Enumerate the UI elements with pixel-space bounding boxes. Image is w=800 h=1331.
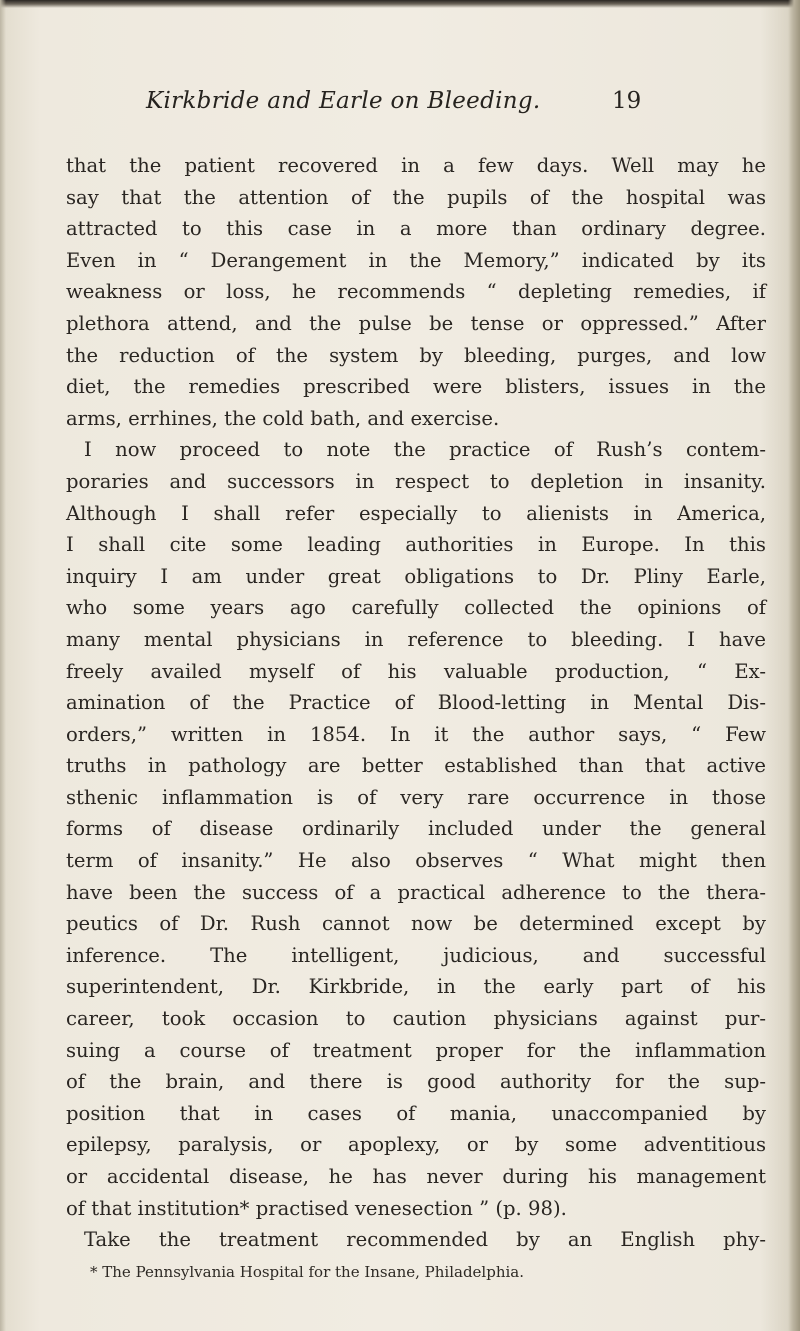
footnote: * The Pennsylvania Hospital for the Insane, Philadelphia. <box>90 1263 524 1281</box>
text-line: epilepsy, paralysis, or apoplexy, or by some adventitious <box>66 1133 766 1157</box>
text-line: truths in pathology are better established than that active <box>66 754 766 778</box>
text-line: that the patient recovered in a few days. Well may he <box>66 154 766 177</box>
text-line: sthenic inflammation is of very rare occurrence in those <box>66 785 766 809</box>
text-line: freely availed myself of his valuable production, “ Ex- <box>66 659 766 683</box>
text-line: many mental physicians in reference to bleeding. I have <box>66 627 766 651</box>
text-line: I now proceed to note the practice of Rush’s contem- <box>84 438 766 462</box>
text-line: plethora attend, and the pulse be tense or oppressed.” After <box>66 311 766 335</box>
text-line: suing a course of treatment proper for the inflammation <box>66 1038 766 1062</box>
text-line: position that in cases of mania, unaccompanied by <box>66 1101 766 1125</box>
text-line: forms of disease ordinarily included under the general <box>66 817 766 841</box>
text-line: or accidental disease, he has never during his management <box>66 1165 766 1188</box>
text-line: arms, errhines, the cold bath, and exercise. <box>66 406 500 430</box>
text-line: the reduction of the system by bleeding, purges, and low <box>66 343 766 367</box>
text-line: I shall cite some leading authorities in Europe. In this <box>66 533 766 557</box>
text-line: career, took occasion to caution physicians against pur- <box>66 1007 766 1031</box>
text-line: superintendent, Dr. Kirkbride, in the early part of his <box>66 975 766 999</box>
text-line: say that the attention of the pupils of the hospital was <box>66 185 766 209</box>
text-line: diet, the remedies prescribed were blisters, issues in the <box>66 375 766 399</box>
text-line: inference. The intelligent, judicious, and successful <box>66 943 766 967</box>
text-line: attracted to this case in a more than ordinary degree. <box>66 217 766 241</box>
page-header <box>0 88 800 128</box>
text-line: of the brain, and there is good authority for the sup- <box>66 1070 766 1094</box>
text-line: Even in “ Derangement in the Memory,” indicated by its <box>66 248 766 272</box>
text-line: peutics of Dr. Rush cannot now be determined except by <box>66 912 766 936</box>
page-left-edge <box>0 0 6 1331</box>
text-line: have been the success of a practical adherence to the thera- <box>66 880 766 904</box>
text-line: who some years ago carefully collected the opinions of <box>66 596 766 620</box>
text-line: orders,” written in 1854. In it the author says, “ Few <box>66 722 766 746</box>
text-line: term of insanity.” He also observes “ What might then <box>66 849 766 873</box>
body-text <box>66 150 766 1256</box>
text-line: Although I shall refer especially to alienists in America, <box>66 501 766 525</box>
page-right-edge <box>788 0 800 1331</box>
text-line: poraries and successors in respect to depletion in insanity. <box>66 469 766 493</box>
text-line: inquiry I am under great obligations to Dr. Pliny Earle, <box>66 564 766 588</box>
running-head: Kirkbride and Earle on Bleeding. <box>146 88 541 114</box>
text-line: weakness or loss, he recommends “ depleting remedies, if <box>66 280 766 304</box>
text-line: of that institution* practised venesection ” (p. 98). <box>66 1196 567 1220</box>
page-number: 19 <box>612 88 642 114</box>
text-line: amination of the Practice of Blood-letting in Mental Dis- <box>66 691 766 715</box>
text-line: Take the treatment recommended by an English phy- <box>84 1228 766 1252</box>
page-top-edge <box>0 0 800 8</box>
